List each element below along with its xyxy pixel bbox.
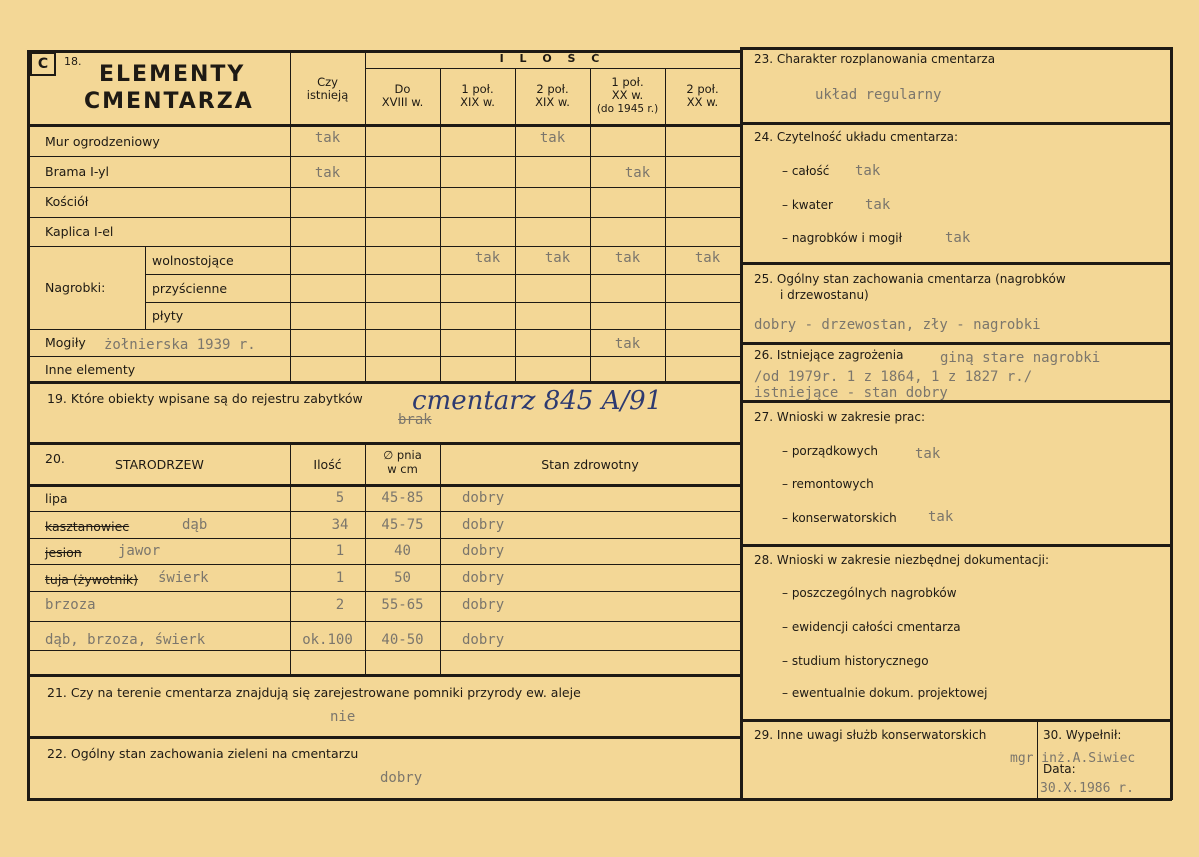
row-label-mogily: Mogiły [45,335,86,350]
row-label-kosciol: Kościół [45,194,89,209]
s20-row-line [27,650,742,651]
s25-label-line2: i drzewostanu) [780,288,869,302]
czy-istnieja-line2: istnieją [306,88,349,102]
tree-state: dobry [462,570,505,586]
s28-item: – studium historycznego [782,654,929,668]
s27-item-value: tak [928,509,954,525]
s26-value-line1: giną stare nagrobki [940,350,1101,366]
cell-tak: tak [544,250,571,266]
tree-size: 45-85 [381,490,424,506]
s24-item-value: tak [945,230,971,246]
row-label-plyty: płyty [152,308,184,323]
s27-label: 27. Wnioski w zakresie prac: [754,410,926,424]
tree-count: 5 [335,490,345,506]
s20-num: 20. [45,451,65,466]
frame-right [1170,47,1173,800]
s28-item: – ewentualnie dokum. projektowej [782,686,988,700]
s27-item-label: – remontowych [782,477,874,491]
s18-bottom-line [27,381,742,384]
s25-value: dobry - drzewostan, zły - nagrobki [754,317,1041,333]
frame-left [27,50,30,800]
frame-bottom-right [740,798,1172,801]
s20-pnia-line2: w cm [387,462,418,476]
tree-count: 1 [335,570,345,586]
s19-typed-strikethrough: brak [398,412,432,428]
s28-label: 28. Wnioski w zakresie niezbędnej dokumentacji: [754,553,1050,567]
s24-item-value: tak [865,197,891,213]
s24-item-label: – nagrobków i mogił [782,231,903,245]
s30-label: 30. Wypełnił: [1043,728,1122,742]
tree-count: 1 [335,543,345,559]
row-label-brama: Brama I-yl [45,164,110,179]
s22-value: dobry [380,770,423,786]
tree-state: dobry [462,597,505,613]
row-line [27,156,742,157]
s20-row-line [27,621,742,622]
s24-item-label: – całość [782,164,830,178]
cell-tak: tak [624,165,651,181]
s30-date: 30.X.1986 r. [1040,781,1134,796]
row-label-mur: Mur ogrodzeniowy [45,134,160,149]
title-line2: CMENTARZA [84,89,254,114]
nagrobki-divider [145,246,146,329]
frame-middle [740,50,743,800]
col-header-line: XX w. [611,88,644,102]
s20-col [440,442,441,674]
s23-bottom-line [740,122,1172,125]
row-line [27,187,742,188]
col-header-line: 1 poł. [461,82,494,96]
tree-typed: świerk [158,570,209,586]
row-label-wolnostojace: wolnostojące [152,253,234,268]
col-header-line: 1 poł. [611,75,644,89]
s23-value: układ regularny [815,87,942,103]
tree-typed: dąb [182,517,208,533]
s28-item: – ewidencji całości cmentarza [782,620,961,634]
ilosc-line [365,68,740,69]
tree-size: 55-65 [381,597,424,613]
s24-item-value: tak [855,163,881,179]
tree-size: 40-50 [381,632,424,648]
tree-size: 45-75 [381,517,424,533]
s30-name: mgr inż.A.Siwiec [1010,751,1136,766]
tree-count: ok.100 [302,632,353,648]
col-header-line: Do [394,82,411,96]
tree-size: 40 [394,543,411,559]
frame-bottom-left [27,798,742,801]
row-label-inne: Inne elementy [45,362,136,377]
tree-label: jesion [45,545,82,560]
cell-tak: tak [614,336,641,352]
col-header-line: 2 poł. [536,82,569,96]
s19-label: 19. Które obiekty wpisane są do rejestru zabytków [47,391,363,406]
cell-tak: tak [539,130,566,146]
col-header-line: 2 poł. [686,82,719,96]
s21-value: nie [330,709,356,725]
s26-bottom-line [740,400,1172,403]
row-label-przyscienne: przyścienne [152,281,228,296]
row-line [27,217,742,218]
s30-data-label: Data: [1043,762,1076,776]
s25-bottom-line [740,342,1172,345]
row-line [145,274,742,275]
section-number: 18. [64,55,82,68]
col-header-line: (do 1945 r.) [596,103,659,115]
s20-row-line [27,564,742,565]
cell-tak: tak [694,250,721,266]
s24-bottom-line [740,262,1172,265]
col-header-line: XIX w. [460,95,495,109]
tree-label: kasztanowiec [45,519,130,534]
cell-tak: tak [614,250,641,266]
tree-typed: jawor [118,543,161,559]
col-line [515,68,516,381]
frame-top-right [740,47,1172,50]
s21-bottom-line [27,736,742,739]
header-bottom-line [27,124,742,127]
tree-label: lipa [45,491,68,506]
tree-state: dobry [462,543,505,559]
s28-item: – poszczególnych nagrobków [782,586,957,600]
s20-row-line [27,538,742,539]
row-line [145,302,742,303]
s26-label: 26. Istniejące zagrożenia [754,348,904,362]
s24-label: 24. Czytelność układu cmentarza: [754,130,959,144]
tree-typed: dąb, brzoza, świerk [45,632,206,648]
czy-istnieja-line1: Czy [317,75,338,89]
s27-item-value: tak [915,446,941,462]
tree-state: dobry [462,517,505,533]
tree-state: dobry [462,632,505,648]
col-header-line: XX w. [686,95,719,109]
tree-size: 50 [394,570,411,586]
s19-handwritten: cmentarz 845 A/91 [412,386,663,416]
tree-count: 2 [335,597,345,613]
mogily-typed: żołnierska 1939 r. [104,337,256,353]
col-header-line: XIX w. [535,95,570,109]
s25-label-line1: 25. Ogólny stan zachowania cmentarza (nagrobków [754,272,1066,286]
s27-item-label: – porządkowych [782,444,878,458]
col-line [665,68,666,381]
cell-tak: tak [474,250,501,266]
s20-stan-header: Stan zdrowotny [541,457,639,472]
row-label-nagrobki: Nagrobki: [45,280,106,295]
col-header-line: XVIII w. [381,95,424,109]
row-label-kaplica: Kaplica I-el [45,224,114,239]
s20-header-line [27,484,742,487]
s26-value-line3: istniejące - stan dobry [754,385,948,401]
s21-label: 21. Czy na terenie cmentarza znajdują się zarejestrowane pomniki przyrody ew. aleje [47,685,581,700]
tree-state: dobry [462,490,505,506]
s22-label: 22. Ogólny stan zachowania zieleni na cmentarzu [47,746,359,761]
s26-value-line2: /od 1979r. 1 z 1864, 1 z 1827 r./ [754,369,1033,385]
row-line [27,246,742,247]
s29-label: 29. Inne uwagi służb konserwatorskich [754,728,987,742]
cell-tak: tak [314,130,341,146]
row-line [27,329,742,330]
s19-bottom-line [27,442,742,445]
s20-pnia-line1: ∅ pnia [383,448,422,462]
cell-tak: tak [314,165,341,181]
title-line1: ELEMENTY [99,62,246,87]
tree-label: tuja (żywotnik) [45,572,139,587]
s20-row-line [27,511,742,512]
s28-bottom-line [740,719,1172,722]
s20-title: STARODRZEW [115,457,204,472]
s20-row-line [27,591,742,592]
s27-bottom-line [740,544,1172,547]
ilosc-header: I L O Ś Ć [499,52,606,65]
col-line [440,68,441,381]
s27-item-label: – konserwatorskich [782,511,897,525]
s20-ilosc-header: Ilość [313,457,342,472]
tree-typed: brzoza [45,597,96,613]
tree-count: 34 [331,517,349,533]
s23-label: 23. Charakter rozplanowania cmentarza [754,52,996,66]
row-line [27,356,742,357]
s24-item-label: – kwater [782,198,833,212]
c-box: C [30,52,56,76]
s20-bottom-line [27,674,742,677]
